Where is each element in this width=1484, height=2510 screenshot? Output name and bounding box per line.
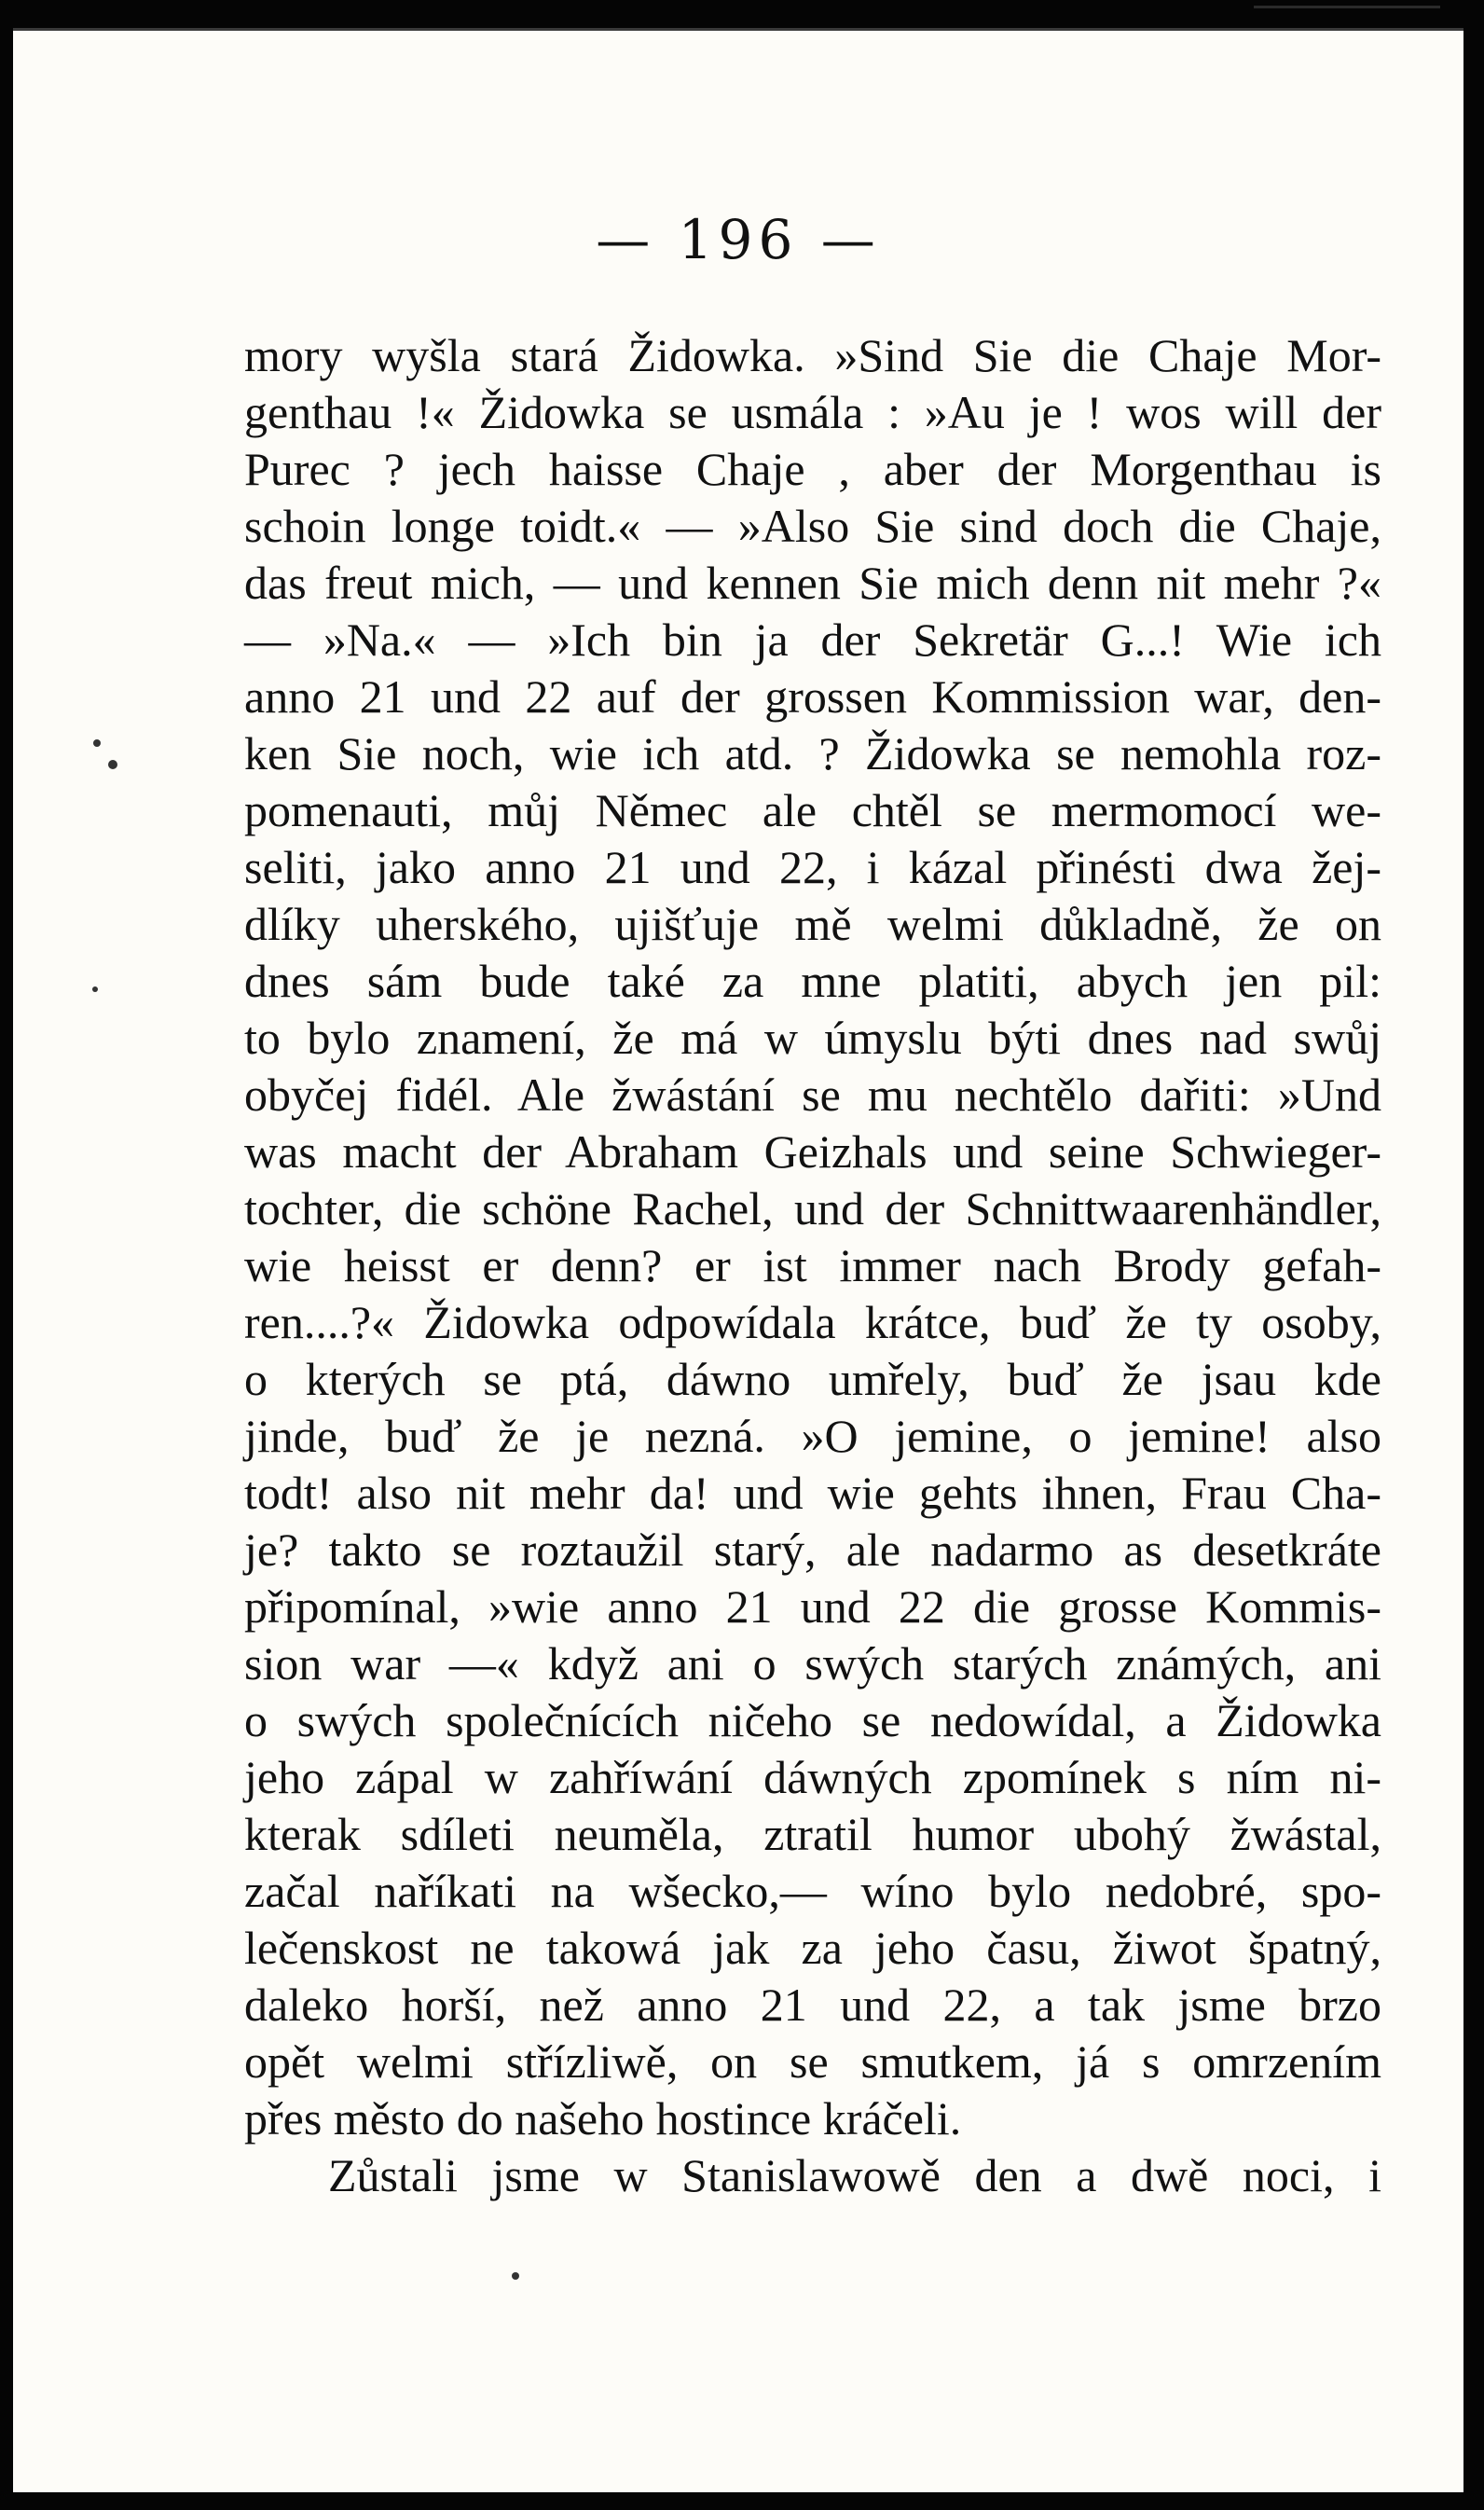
- body-text: [244, 327, 1381, 2204]
- print-speck: [108, 760, 117, 769]
- text-line: genthau !« Židowka se usmála : »Au je ! wos will der: [244, 386, 1381, 438]
- text-line: sion war —« když ani o swých starých známých, ani: [244, 1637, 1381, 1689]
- text-line: jinde, buď že je nezná. »O jemine, o jemine! also: [244, 1410, 1381, 1462]
- print-speck: [93, 739, 101, 747]
- text-line: je? takto se roztaužil starý, ale nadarmo as desetkráte: [244, 1524, 1381, 1576]
- text-line: obyčej fidél. Ale žwástání se mu nechtělo dařiti: »Und: [244, 1069, 1381, 1121]
- text-line: tochter, die schöne Rachel, und der Schnittwaarenhändler,: [244, 1182, 1381, 1234]
- text-line: pomenauti, můj Němec ale chtěl se mermomocí we-: [244, 784, 1381, 836]
- text-line: mory wyšla stará Židowka. »Sind Sie die Chaje Mor-: [244, 329, 1381, 381]
- text-line: opět welmi střízliwě, on se smutkem, já s omrzením: [244, 2035, 1381, 2088]
- book-page: [13, 28, 1463, 2492]
- text-line: ken Sie noch, wie ich atd. ? Židowka se nemohla roz-: [244, 727, 1381, 779]
- text-line: ren....?« Židowka odpowídala krátce, buď že ty osoby,: [244, 1296, 1381, 1348]
- top-edge-shadow: [1254, 6, 1440, 8]
- text-line: das freut mich, — und kennen Sie mich denn nit mehr ?«: [244, 557, 1381, 609]
- text-line: připomínal, »wie anno 21 und 22 die grosse Kommis-: [244, 1580, 1381, 1633]
- text-line: lečenskost ne takowá jak za jeho času, žiwot špatný,: [244, 1922, 1381, 1974]
- text-line: todt! also nit mehr da! und wie gehts ihnen, Frau Cha-: [244, 1467, 1381, 1519]
- text-line: o kterých se ptá, dáwno umřely, buď že jsau kde: [244, 1353, 1381, 1405]
- text-line: to bylo znamení, že má w úmyslu býti dnes nad swůj: [244, 1012, 1381, 1064]
- text-line: Zůstali jsme w Stanislawowě den a dwě noci, i: [328, 2149, 1381, 2201]
- text-line: jeho zápal w zahříwání dáwných zpomínek s ním ni-: [244, 1751, 1381, 1803]
- text-line: — »Na.« — »Ich bin ja der Sekretär G...! Wie ich: [244, 614, 1381, 666]
- text-line: wie heisst er denn? er ist immer nach Brody gefah-: [244, 1239, 1381, 1291]
- text-line: Purec ? jech haisse Chaje , aber der Morgenthau is: [244, 443, 1381, 495]
- text-line: kterak sdíleti neuměla, ztratil humor ubohý žwástal,: [244, 1808, 1381, 1860]
- print-speck: [512, 2272, 519, 2280]
- text-line: začal naříkati na wšecko,— wíno bylo nedobré, spo-: [244, 1865, 1381, 1917]
- text-line: schoin longe toidt.« — »Also Sie sind doch die Chaje,: [244, 500, 1381, 552]
- text-line: dnes sám bude také za mne platiti, abych jen pil:: [244, 955, 1381, 1007]
- text-line: přes město do našeho hostince kráčeli.: [244, 2092, 962, 2145]
- page-number: — 196 —: [596, 208, 881, 271]
- text-line: seliti, jako anno 21 und 22, i kázal přinésti dwa žej-: [244, 841, 1381, 893]
- text-line: was macht der Abraham Geizhals und seine Schwieger-: [244, 1125, 1381, 1178]
- text-line: o swých společnících ničeho se nedowídal, a Židowka: [244, 1694, 1381, 1746]
- text-line: daleko horší, než anno 21 und 22, a tak jsme brzo: [244, 1979, 1381, 2031]
- text-line: dlíky uherského, ujišťuje mě welmi důkladně, že on: [244, 898, 1381, 950]
- text-line: anno 21 und 22 auf der grossen Kommission war, den-: [244, 670, 1381, 723]
- print-speck: [92, 986, 98, 992]
